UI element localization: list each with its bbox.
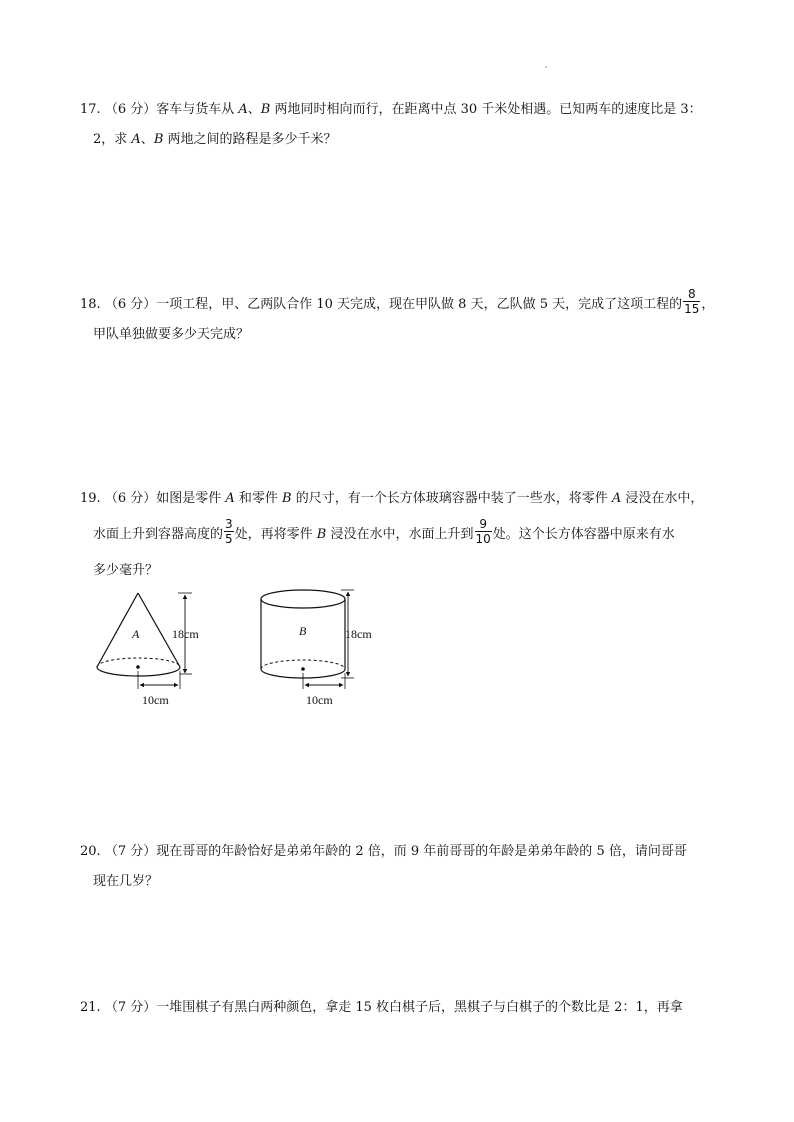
- problem-score: （7 分）: [104, 844, 157, 859]
- variable-a: A: [238, 102, 248, 117]
- problem-19-line-1: [80, 481, 720, 517]
- parts-figure-svg: [92, 585, 392, 710]
- cylinder-height-label: 18cm: [345, 627, 372, 641]
- problem-text: 水面上升到容器高度的: [93, 527, 224, 542]
- problem-text: 处，再将零件: [234, 527, 317, 542]
- problem-text: 2，求: [93, 132, 132, 147]
- problem-21-line-1: [80, 993, 720, 1023]
- variable-b: B: [260, 102, 271, 117]
- parts-figure: [92, 585, 392, 710]
- cylinder-diameter-label: 10cm: [306, 693, 333, 707]
- problem-text: 、: [247, 102, 261, 117]
- problem-text: 一堆围棋子有黑白两种颜色，拿走 15 枚白棋子后，黑棋子与白棋子的个数比是 2：1，再拿: [156, 1000, 683, 1015]
- problem-text: 甲队单独做要多少天完成？: [93, 327, 250, 342]
- problem-17-line-1: [80, 95, 720, 125]
- cone-height-label: 18cm: [172, 627, 199, 641]
- variable-a: A: [225, 491, 235, 506]
- fraction-denominator: 5: [225, 532, 233, 546]
- problem-18-line-1: [80, 287, 720, 320]
- problem-text: 客车与货车从: [156, 102, 239, 117]
- fraction-9-10: [475, 517, 492, 546]
- problem-text: 现在哥哥的年龄恰好是弟弟年龄的 2 倍，而 9 年前哥哥的年龄是弟弟年龄的 5 倍，请问哥哥: [156, 844, 687, 859]
- problem-number: 21.: [80, 1000, 101, 1015]
- problem-17: [80, 95, 720, 155]
- problem-20-line-1: [80, 837, 720, 867]
- problem-19-line-2: [80, 517, 720, 553]
- fraction-3-5: [224, 517, 234, 546]
- fraction-numerator: 8: [683, 287, 700, 302]
- problem-number: 17.: [80, 102, 101, 117]
- problem-text: 如图是零件: [156, 491, 226, 506]
- fraction-numerator: 9: [475, 517, 492, 532]
- problem-number: 20.: [80, 844, 101, 859]
- fraction-8-15: [683, 287, 700, 316]
- problem-text: 、: [140, 132, 154, 147]
- problem-19: [80, 481, 720, 589]
- problem-20-line-2: [80, 867, 720, 897]
- cylinder-b: [261, 590, 372, 707]
- problem-number: 19.: [80, 491, 101, 506]
- variable-b: B: [153, 132, 164, 147]
- cone-label: A: [132, 627, 140, 641]
- problem-text: 和零件: [234, 491, 283, 506]
- variable-b: B: [282, 491, 292, 506]
- page-dot-mark: [545, 66, 547, 68]
- fraction-denominator: 10: [475, 532, 491, 546]
- problem-19-line-3: [80, 553, 720, 589]
- problem-score: （6 分）: [104, 491, 157, 506]
- problem-score: （7 分）: [104, 1000, 157, 1015]
- problem-text: 浸没在水中，水面上升到: [326, 527, 474, 542]
- problem-21: [80, 993, 720, 1023]
- problem-text: 浸没在水中，: [621, 491, 704, 506]
- problem-20: [80, 837, 720, 897]
- variable-a: A: [131, 132, 141, 147]
- problem-number: 18.: [80, 297, 101, 312]
- problem-17-line-2: [80, 125, 720, 155]
- fraction-denominator: 15: [684, 302, 700, 316]
- cone-a: [97, 593, 199, 707]
- problem-18: [80, 287, 720, 350]
- problem-text: 现在几岁？: [93, 874, 159, 889]
- problem-18-line-2: [80, 320, 720, 350]
- problem-text: 多少毫升？: [93, 563, 159, 578]
- fraction-numerator: 3: [225, 517, 233, 531]
- variable-b: B: [316, 527, 327, 542]
- cylinder-label: B: [299, 624, 307, 638]
- variable-a: A: [611, 491, 622, 506]
- problem-text: 两地同时相向而行，在距离中点 30 千米处相遇。已知两车的速度比是 3：: [270, 102, 702, 117]
- cone-diameter-label: 10cm: [142, 693, 169, 707]
- problem-score: （6 分）: [104, 102, 157, 117]
- problem-text: 一项工程，甲、乙两队合作 10 天完成，现在甲队做 8 天，乙队做 5 天，完成了这项工程的: [156, 297, 683, 312]
- problem-text: ，: [701, 297, 715, 312]
- problem-text: 两地之间的路程是多少千米？: [163, 132, 337, 147]
- problem-text: 处。这个长方体容器中原来有水: [492, 527, 675, 542]
- problem-text: 的尺寸，有一个长方体玻璃容器中装了一些水，将零件: [291, 491, 612, 506]
- problem-score: （6 分）: [104, 297, 157, 312]
